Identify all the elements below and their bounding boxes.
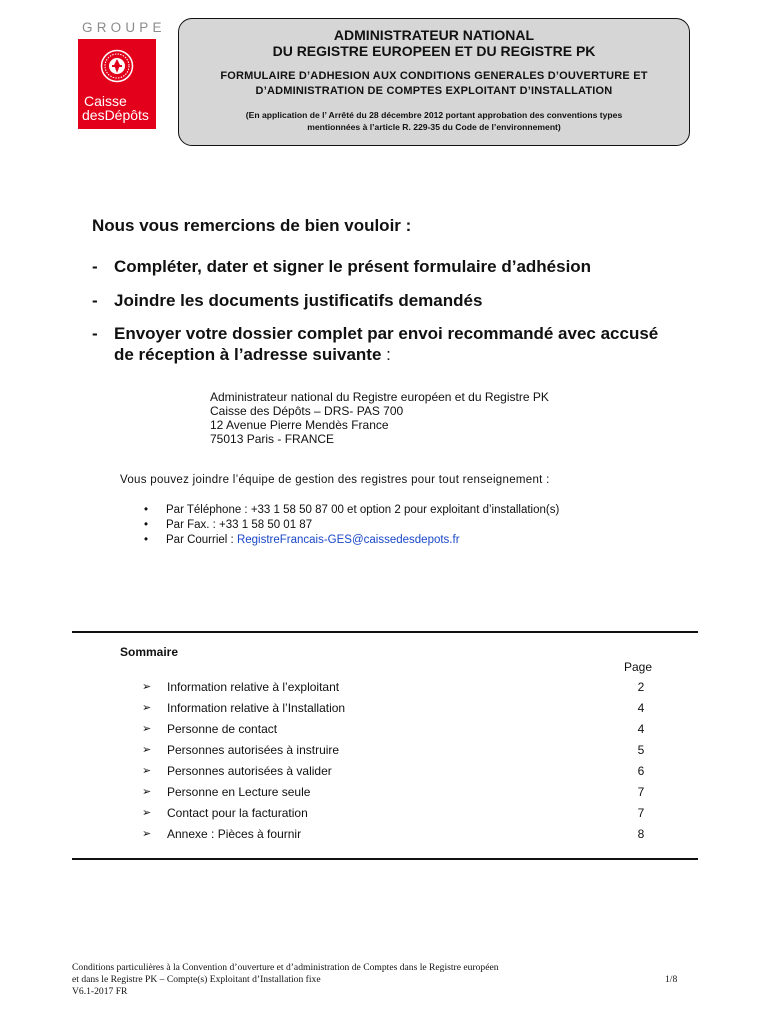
page-footer: [72, 962, 499, 998]
sommaire-item-page: 8: [637, 827, 645, 841]
sommaire-list: [142, 677, 652, 845]
sommaire-item-page: 5: [637, 743, 645, 757]
arrow-bullet-icon: ➢: [142, 702, 152, 714]
arrow-bullet-icon: ➢: [142, 828, 152, 840]
contact-email-link[interactable]: RegistreFrancais-GES@caissedesdepots.fr: [236, 534, 460, 546]
footer-line1: Conditions particulières à la Convention d’ouverture et d’administration de Comptes dans le Registre européen: [72, 962, 499, 973]
step-text: [114, 323, 714, 365]
arrow-bullet-icon: ➢: [142, 723, 152, 735]
step-text-line1: Envoyer votre dossier complet par envoi recommandé avec accusé: [114, 324, 659, 343]
header-title-line2: DU REGISTRE EUROPEEN ET DU REGISTRE PK: [272, 43, 596, 59]
sommaire-item: [142, 782, 652, 803]
address-line2: Caisse des Dépôts – DRS- PAS 700: [210, 404, 404, 418]
logo-groupe-text: GROUPE: [82, 20, 166, 35]
logo-caisse-text: Caisse: [84, 93, 127, 109]
sommaire-page-header: Page: [624, 660, 653, 674]
contact-phone-text: Par Téléphone : +33 1 58 50 87 00 et option 2 pour exploitant d’installation(s): [166, 504, 560, 516]
sommaire-item-label: Contact pour la facturation: [167, 806, 308, 820]
sommaire-item-label: Information relative à l’Installation: [167, 701, 346, 715]
sommaire-item: [142, 824, 652, 845]
sommaire-item: [142, 698, 652, 719]
sommaire-item: [142, 740, 652, 761]
header-subtitle: [179, 69, 689, 99]
logo-red-box: [78, 39, 156, 129]
sommaire-item-label: Annexe : Pièces à fournir: [167, 827, 302, 841]
sommaire-item-page: 4: [637, 701, 645, 715]
contact-item-fax: [140, 518, 559, 533]
sommaire-item-label: Personnes autorisées à valider: [167, 764, 332, 778]
contact-fax-text: Par Fax. : +33 1 58 50 01 87: [166, 519, 313, 531]
bullet-icon: •: [144, 519, 149, 531]
step-item: [92, 323, 659, 364]
sommaire-bottom-rule: [72, 858, 698, 860]
sommaire-item-page: 6: [637, 764, 645, 778]
intro-title: Nous vous remercions de bien vouloir :: [92, 216, 412, 235]
sommaire-item-page: 4: [637, 722, 645, 736]
step-dash: -: [92, 324, 98, 343]
sommaire-item-page: 7: [637, 785, 645, 799]
arrow-bullet-icon: ➢: [142, 744, 152, 756]
sommaire-item-label: Personne en Lecture seule: [167, 785, 311, 799]
sommaire-item-label: Personnes autorisées à instruire: [167, 743, 340, 757]
footer-line2: et dans le Registre PK – Compte(s) Exploitant d’Installation fixe: [72, 974, 321, 985]
contact-item-email: [140, 533, 559, 548]
document-header-box: [178, 18, 690, 146]
header-subtitle-line1: FORMULAIRE D’ADHESION AUX CONDITIONS GENERALES D’OUVERTURE ET: [220, 70, 648, 82]
seal-icon: [100, 49, 134, 83]
sommaire-item-page: 7: [637, 806, 645, 820]
header-subtitle-line2: D’ADMINISTRATION DE COMPTES EXPLOITANT D’INSTALLATION: [255, 85, 613, 97]
logo-desdepots-text: desDépôts: [82, 107, 149, 123]
arrow-bullet-icon: ➢: [142, 807, 152, 819]
page-number: 1/8: [665, 974, 678, 985]
address-line1: Administrateur national du Registre européen et du Registre PK: [210, 390, 549, 404]
caisse-des-depots-logo: [78, 20, 166, 129]
step-text: Joindre les documents justificatifs demandés: [114, 291, 483, 310]
arrow-bullet-icon: ➢: [142, 786, 152, 798]
bullet-icon: •: [144, 534, 149, 546]
sommaire-item: [142, 719, 652, 740]
sommaire-item-label: Information relative à l’exploitant: [167, 680, 340, 694]
arrow-bullet-icon: ➢: [142, 681, 152, 693]
arrow-bullet-icon: ➢: [142, 765, 152, 777]
step-text-suffix: :: [381, 345, 391, 364]
step-dash: -: [92, 257, 98, 276]
bullet-icon: •: [144, 504, 149, 516]
header-title-line1: ADMINISTRATEUR NATIONAL: [333, 27, 535, 43]
address-line4: 75013 Paris - FRANCE: [210, 432, 335, 446]
footer-version: V6.1-2017 FR: [72, 986, 128, 997]
step-text: Compléter, dater et signer le présent formulaire d’adhésion: [114, 257, 592, 276]
contact-email-label: Par Courriel :: [166, 534, 237, 546]
address-line3: 12 Avenue Pierre Mendès France: [210, 418, 389, 432]
sommaire-title: Sommaire: [120, 645, 179, 659]
step-dash: -: [92, 291, 98, 310]
step-item: [92, 290, 483, 311]
sommaire-item-page: 2: [637, 680, 645, 694]
step-text-line2: de réception à l’adresse suivante: [114, 345, 382, 364]
contact-intro: Vous pouvez joindre l’équipe de gestion des registres pour tout renseignement :: [120, 474, 550, 486]
step-item: [92, 256, 592, 277]
sommaire-top-rule: [72, 631, 698, 633]
postal-address: [210, 390, 549, 446]
header-note-line1: (En application de l’ Arrêté du 28 décembre 2012 portant approbation des conventions types: [245, 110, 623, 120]
contact-list: [140, 503, 559, 548]
sommaire-item: [142, 677, 652, 698]
contact-item-phone: [140, 503, 559, 518]
header-note-line2: mentionnées à l’article R. 229-35 du Code de l’environnement): [307, 122, 561, 132]
sommaire-item: [142, 803, 652, 824]
header-note: [179, 109, 689, 133]
sommaire-item: [142, 761, 652, 782]
sommaire-item-label: Personne de contact: [167, 722, 278, 736]
